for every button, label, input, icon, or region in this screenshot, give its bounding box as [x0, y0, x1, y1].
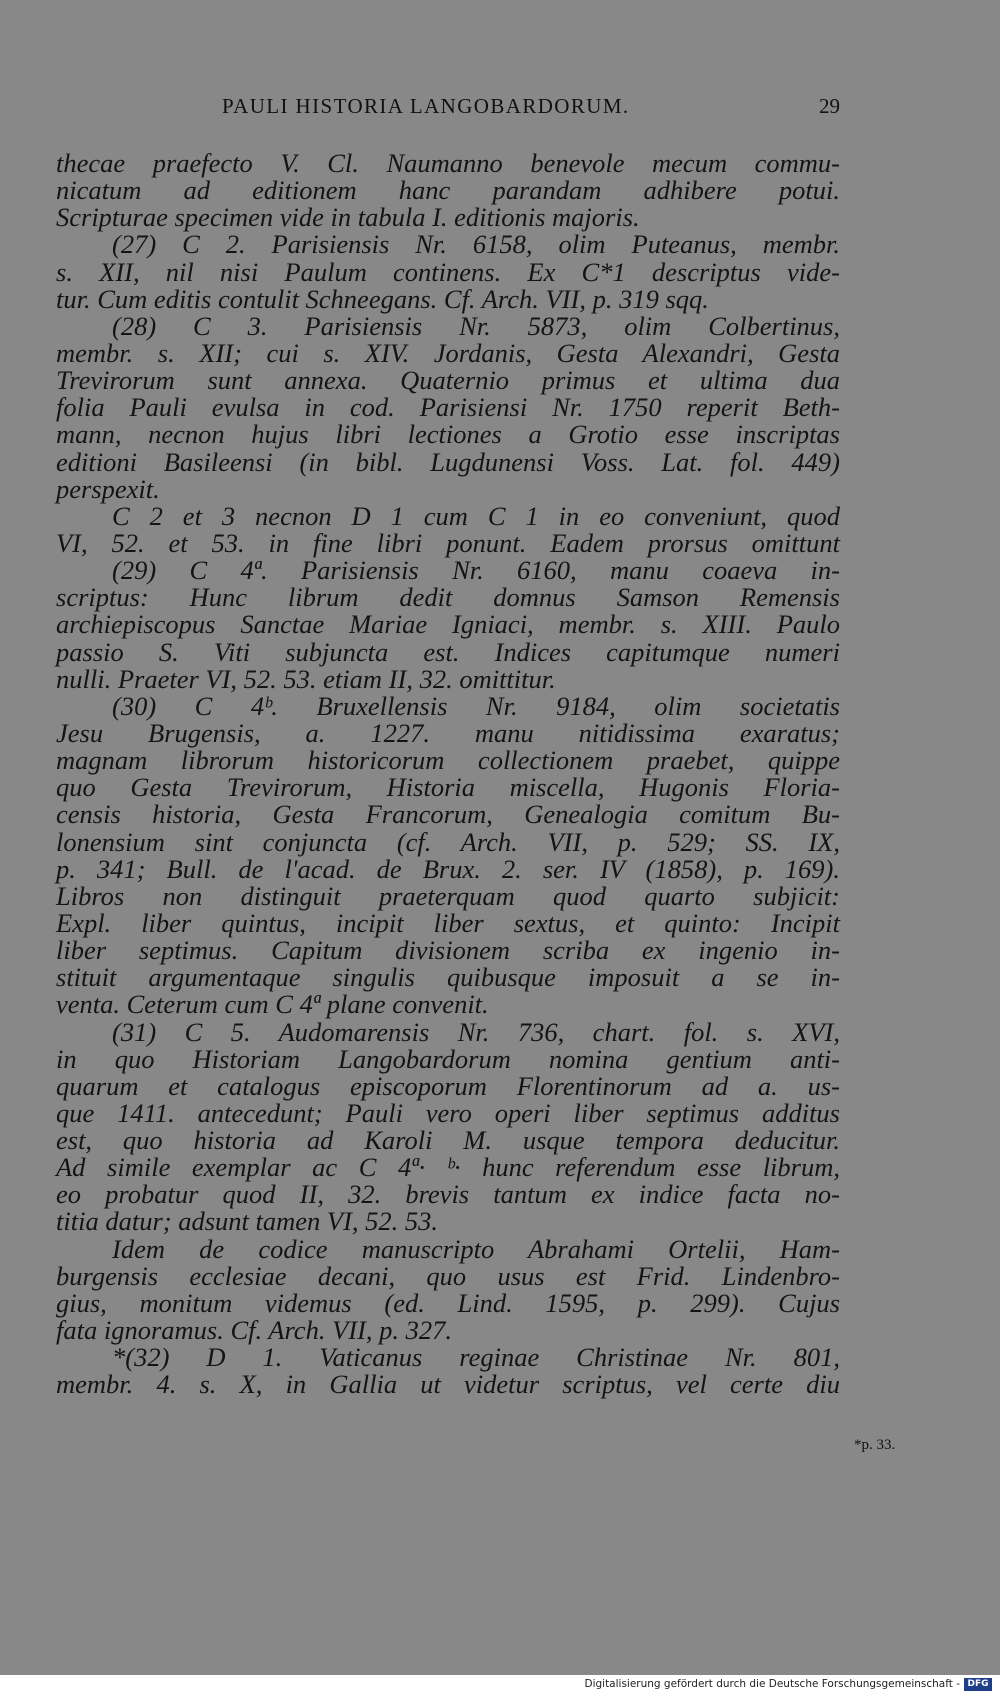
text-line: est, quo historia ad Karoli M. usque tempora deducitur.	[56, 1125, 840, 1156]
text-line: magnam librorum historicorum collectionem praebet, quippe	[56, 745, 840, 776]
page-number: 29	[819, 94, 840, 118]
text-line: tur. Cum editis contulit Schneegans. Cf. Arch. VII, p. 319 sqq.	[56, 283, 709, 314]
text-line: burgensis ecclesiae decani, quo usus est Frid. Lindenbro-	[56, 1260, 840, 1291]
text-line: Expl. liber quintus, incipit liber sextus, et quinto: Incipit	[56, 907, 840, 938]
text-line: (28) C 3. Parisiensis Nr. 5873, olim Colbertinus,	[112, 310, 840, 341]
dfg-logo: DFG	[964, 1678, 992, 1691]
text-line: membr. 4. s. X, in Gallia ut videtur scriptus, vel certe diu	[56, 1369, 840, 1400]
text-line: venta. Ceterum cum C 4ª plane convenit.	[56, 989, 489, 1020]
text-line: mann, necnon hujus libri lectiones a Grotio esse inscriptas	[56, 419, 840, 450]
text-line: quo Gesta Trevirorum, Historia miscella, Hugonis Floria-	[56, 772, 840, 803]
text-line: eo probatur quod II, 32. brevis tantum ex indice facta no-	[56, 1179, 840, 1210]
footer-bar	[0, 1675, 1000, 1695]
text-line: liber septimus. Capitum divisionem scriba ex ingenio in-	[56, 935, 840, 966]
text-line: nulli. Praeter VI, 52. 53. etiam II, 32. omittitur.	[56, 663, 556, 694]
text-line: Scripturae specimen vide in tabula I. editionis majoris.	[56, 202, 640, 233]
text-line: p. 341; Bull. de l'acad. de Brux. 2. ser. IV (1858), p. 169).	[56, 853, 840, 884]
text-line: C 2 et 3 necnon D 1 cum C 1 in eo conveniunt, quod	[112, 500, 840, 531]
text-line: que 1411. antecedunt; Pauli vero operi liber septimus additus	[56, 1097, 840, 1128]
text-line: nicatum ad editionem hanc parandam adhibere potui.	[56, 175, 840, 206]
text-line: Libros non distinguit praeterquam quod quarto subjicit:	[56, 880, 840, 911]
text-line: (31) C 5. Audomarensis Nr. 736, chart. fol. s. XVI,	[112, 1016, 840, 1047]
text-line: folia Pauli evulsa in cod. Parisiensi Nr. 1750 reperit Beth-	[56, 392, 840, 423]
text-line: membr. s. XII; cui s. XIV. Jordanis, Gesta Alexandri, Gesta	[56, 337, 840, 368]
text-line: quarum et catalogus episcoporum Florentinorum ad a. us-	[56, 1070, 840, 1101]
text-line: (27) C 2. Parisiensis Nr. 6158, olim Puteanus, membr.	[112, 229, 840, 260]
text-line: perspexit.	[56, 473, 160, 504]
text-line: stituit argumentaque singulis quibusque imposuit a se in-	[56, 962, 840, 993]
text-line: fata ignoramus. Cf. Arch. VII, p. 327.	[56, 1315, 453, 1346]
body-text	[56, 150, 840, 1398]
text-line: editioni Basileensi (in bibl. Lugdunensi Voss. Lat. fol. 449)	[56, 446, 840, 477]
text-line: Idem de codice manuscripto Abrahami Ortelii, Ham-	[112, 1233, 840, 1264]
text-line: Trevirorum sunt annexa. Quaternio primus et ultima dua	[56, 365, 840, 396]
text-line: (30) C 4ᵇ. Bruxellensis Nr. 9184, olim societatis	[112, 690, 840, 721]
text-line: *(32) D 1. Vaticanus reginae Christinae Nr. 801,	[112, 1342, 840, 1373]
text-line: scriptus: Hunc librum dedit domnus Samson Remensis	[56, 582, 840, 613]
text-line: s. XII, nil nisi Paulum continens. Ex C*1 descriptus vide-	[56, 256, 840, 287]
text-line: VI, 52. et 53. in fine libri ponunt. Eadem prorsus omittunt	[56, 527, 840, 558]
text-line: censis historia, Gesta Francorum, Genealogia comitum Bu-	[56, 799, 840, 830]
text-line: thecae praefecto V. Cl. Naumanno benevole mecum commu-	[56, 148, 840, 178]
text-line: in quo Historiam Langobardorum nomina gentium anti-	[56, 1043, 840, 1074]
text-line: titia datur; adsunt tamen VI, 52. 53.	[56, 1206, 439, 1237]
text-line: Ad simile exemplar ac C 4ª· ᵇ· hunc referendum esse librum,	[56, 1152, 840, 1183]
margin-page-reference: *p. 33.	[854, 1437, 896, 1453]
text-line: lonensium sint conjuncta (cf. Arch. VII, p. 529; SS. IX,	[56, 826, 840, 857]
text-line: archiepiscopus Sanctae Mariae Igniaci, membr. s. XIII. Paulo	[56, 609, 840, 640]
funding-credit: Digitalisierung gefördert durch die Deutsche Forschungsgemeinschaft -	[584, 1678, 960, 1690]
text-line: passio S. Viti subjuncta est. Indices capitumque numeri	[56, 636, 840, 667]
running-title: PAULI HISTORIA LANGOBARDORUM.	[222, 94, 630, 118]
text-line: gius, monitum videmus (ed. Lind. 1595, p. 299). Cujus	[56, 1287, 840, 1318]
text-line: Jesu Brugensis, a. 1227. manu nitidissima exaratus;	[56, 717, 840, 748]
text-line: (29) C 4ª. Parisiensis Nr. 6160, manu coaeva in-	[112, 555, 840, 586]
